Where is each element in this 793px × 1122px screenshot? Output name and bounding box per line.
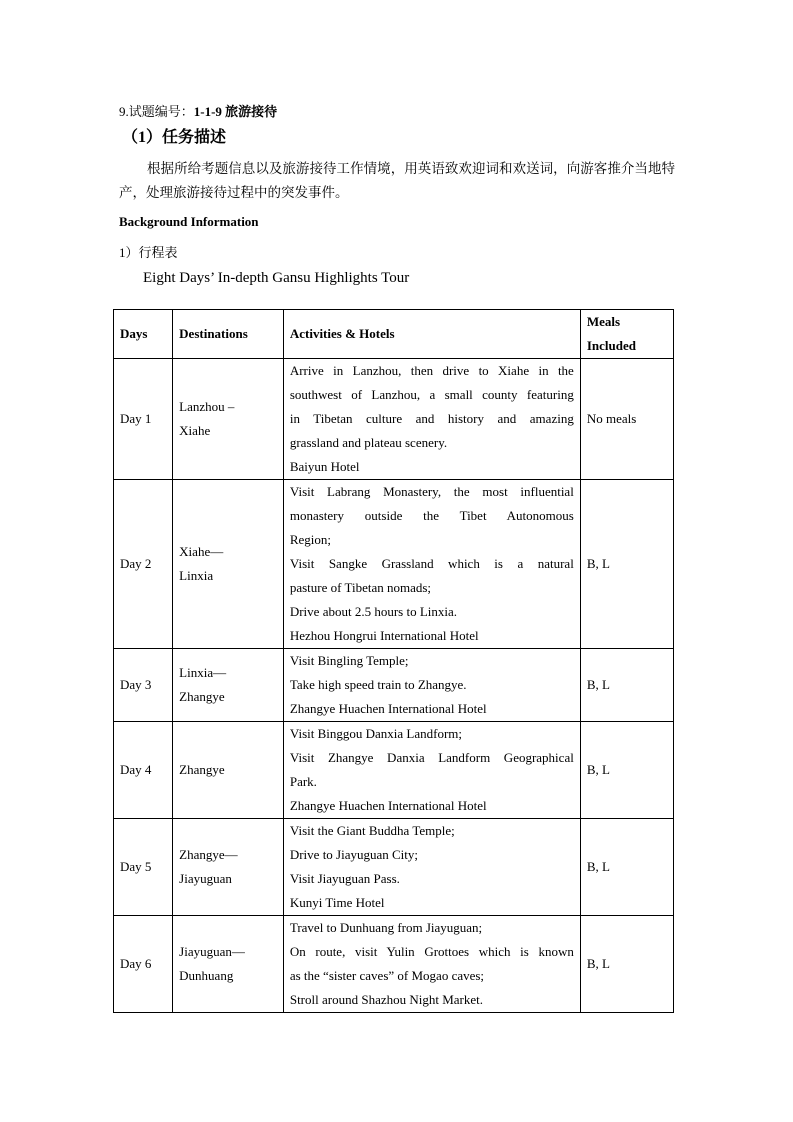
activity-line: monastery outside the Tibet Autonomous — [289, 508, 574, 523]
header-destinations: Destinations — [173, 310, 284, 359]
cell-day: Day 4 — [114, 722, 173, 819]
cell-meals: B, L — [580, 649, 673, 722]
table-row — [114, 916, 674, 1013]
cell-activities — [283, 480, 580, 649]
activity-line: Park. — [289, 774, 317, 789]
activity-line: Travel to Dunhuang from Jiayuguan; — [289, 920, 483, 935]
destination-line: Linxia — [179, 568, 214, 583]
cell-meals: B, L — [580, 722, 673, 819]
itinerary-table — [113, 309, 674, 1013]
destination-line: Zhangye — [179, 689, 225, 704]
cell-day: Day 5 — [114, 819, 173, 916]
activity-line: Baiyun Hotel — [289, 459, 360, 474]
cell-day: Day 6 — [114, 916, 173, 1013]
table-row — [114, 359, 674, 480]
cell-destination — [173, 480, 284, 649]
cell-destination — [173, 722, 284, 819]
cell-day: Day 2 — [114, 480, 173, 649]
destination-line: Linxia— — [179, 665, 227, 680]
cell-meals: No meals — [580, 359, 673, 480]
cell-day: Day 3 — [114, 649, 173, 722]
activity-line: in Tibetan culture and history and amazing — [289, 411, 574, 426]
activity-line: Visit Bingling Temple; — [289, 653, 409, 668]
cell-meals: B, L — [580, 916, 673, 1013]
activity-line: Zhangye Huachen International Hotel — [289, 798, 487, 813]
question-number: 9.试题编号： — [119, 104, 194, 119]
activity-line: Visit the Giant Buddha Temple; — [289, 823, 455, 838]
activity-line: Stroll around Shazhou Night Market. — [289, 992, 484, 1007]
activity-line: Visit Sangke Grassland which is a natural — [289, 556, 574, 571]
destination-line: Jiayuguan— — [179, 944, 245, 959]
activity-line: Region; — [289, 532, 332, 547]
destination-line: Zhangye — [179, 762, 225, 777]
question-code-title: 1-1-9 旅游接待 — [193, 104, 278, 119]
destination-line: Dunhuang — [179, 968, 234, 983]
table-row — [114, 819, 674, 916]
table-header-row — [114, 310, 674, 359]
cell-destination — [173, 649, 284, 722]
cell-day: Day 1 — [114, 359, 173, 480]
activity-line: southwest of Lanzhou, a small county featuring — [289, 387, 574, 402]
activity-line: grassland and plateau scenery. — [289, 435, 448, 450]
cell-activities — [283, 649, 580, 722]
destination-line: Lanzhou – — [179, 399, 235, 414]
activity-line: On route, visit Yulin Grottoes which is known — [289, 944, 574, 959]
header-days: Days — [114, 310, 173, 359]
destination-line: Xiahe — [179, 423, 211, 438]
question-heading — [119, 104, 277, 120]
header-activities: Activities & Hotels — [283, 310, 580, 359]
table-row — [114, 480, 674, 649]
header-meals-line1: Meals — [586, 314, 621, 329]
activity-line: Visit Binggou Danxia Landform; — [289, 726, 463, 741]
activity-line: Zhangye Huachen International Hotel — [289, 701, 487, 716]
activity-line: Visit Zhangye Danxia Landform Geographical — [289, 750, 574, 765]
cell-destination — [173, 359, 284, 480]
cell-meals: B, L — [580, 480, 673, 649]
tour-title: Eight Days’ In-depth Gansu Highlights Tour — [143, 270, 410, 286]
cell-destination — [173, 819, 284, 916]
activity-line: Hezhou Hongrui International Hotel — [289, 628, 479, 643]
cell-destination — [173, 916, 284, 1013]
itinerary-subtitle: 1）行程表 — [119, 245, 178, 260]
cell-activities — [283, 359, 580, 480]
cell-activities — [283, 819, 580, 916]
activity-line: Take high speed train to Zhangye. — [289, 677, 467, 692]
cell-activities — [283, 722, 580, 819]
table-row — [114, 722, 674, 819]
activity-line: Drive to Jiayuguan City; — [289, 847, 419, 862]
itinerary-table-body — [114, 359, 674, 1013]
activity-line: pasture of Tibetan nomads; — [289, 580, 432, 595]
activity-line: Arrive in Lanzhou, then drive to Xiahe in the — [289, 363, 574, 378]
cell-meals: B, L — [580, 819, 673, 916]
activity-line: Visit Labrang Monastery, the most influential — [289, 484, 574, 499]
table-row — [114, 649, 674, 722]
cell-activities — [283, 916, 580, 1013]
destination-line: Xiahe— — [179, 544, 224, 559]
background-heading: Background Information — [119, 214, 259, 229]
activity-line: Visit Jiayuguan Pass. — [289, 871, 400, 886]
activity-line: as the “sister caves” of Mogao caves; — [289, 968, 485, 983]
header-meals-line2: Included — [586, 338, 636, 353]
destination-line: Jiayuguan — [179, 871, 232, 886]
section-title: （1）任务描述 — [122, 129, 227, 146]
destination-line: Zhangye— — [179, 847, 238, 862]
task-description: 根据所给考题信息以及旅游接待工作情境，用英语致欢迎词和欢送词，向游客推介当地特产，处理旅游接待过程中的突发事件。 — [119, 161, 675, 200]
activity-line: Kunyi Time Hotel — [289, 895, 385, 910]
header-meals — [580, 310, 673, 359]
activity-line: Drive about 2.5 hours to Linxia. — [289, 604, 458, 619]
